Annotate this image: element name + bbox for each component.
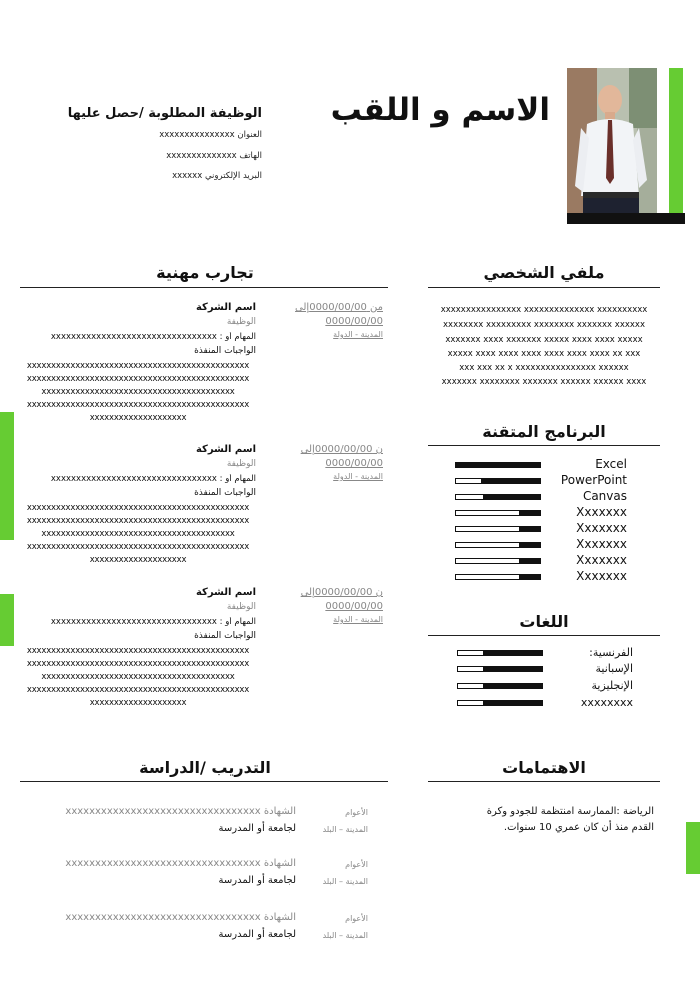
section-rule-profile (428, 287, 660, 288)
software-level-fill (519, 543, 540, 547)
experience-duty-line: xxxxxxxxxxxxxxxxxxxxxxxxxxxxxxxxxxxxxxxxxxxxxx (26, 659, 250, 669)
software-level-bar (455, 558, 541, 564)
language-level-fill (483, 667, 542, 671)
experience-duty-line: xxxxxxxxxxxxxxxxxxxxxxxxxxxxxxxxxxxxxxxxxxxxxx (26, 516, 250, 526)
software-level-bar (455, 510, 541, 516)
section-rule-education (20, 781, 388, 782)
experience-date-to: 0000/00/00 (325, 316, 383, 327)
section-title-languages: اللغات (519, 612, 569, 631)
profile-line: xxx xxx xx x xxxxxxxxxxxxxxxx xxxxxx (459, 363, 629, 373)
education-place: المدينة – البلد (322, 877, 368, 886)
software-level-fill (519, 511, 540, 515)
experience-duties-label: الواجبات المنفذة (194, 631, 256, 641)
language-label: الإنجليزية (591, 679, 633, 692)
accent-bar-left-2 (0, 594, 14, 646)
section-rule-interests (428, 781, 660, 782)
accent-bar-left-1 (0, 412, 14, 540)
section-rule-software (428, 445, 660, 446)
language-level-fill (483, 701, 542, 705)
profile-line: xxxxxxxx xxxxxxxxx xxxxxxxx xxxxxxx xxxxxx (443, 320, 645, 330)
photo-underline-bar (567, 213, 685, 224)
software-level-fill (519, 575, 540, 579)
experience-duty-line: xxxxxxxxxxxxxxxxxxxx (89, 555, 187, 565)
language-label: xxxxxxxx (580, 696, 633, 709)
accent-bar-right-bottom (686, 822, 700, 874)
experience-duty-line: xxxxxxxxxxxxxxxxxxxx (89, 413, 187, 423)
language-label: الفرنسية: (589, 646, 633, 659)
education-years: الأعوام (345, 914, 368, 923)
education-place: المدينة – البلد (322, 825, 368, 834)
language-level-bar (457, 700, 543, 706)
software-label: Xxxxxxx (576, 553, 627, 567)
experience-date-from: من 0000/00/00إلى (295, 302, 383, 313)
section-title-experience: تجارب مهنية (156, 263, 254, 282)
experience-job: الوظيفة (226, 459, 256, 469)
software-label: Xxxxxxx (576, 521, 627, 535)
contact-phone-label: الهاتف (239, 151, 262, 161)
profile-line: xxxxxxx xxxxxxxx xxxxxxx xxxxxx xxxxxx xxxx (441, 377, 647, 387)
education-years: الأعوام (345, 860, 368, 869)
accent-bar-photo (669, 68, 683, 224)
experience-duty-line: xxxxxxxxxxxxxxxxxxxxxxxxxxxxxxxxxxxxxxxxxxxxxx (26, 646, 250, 656)
section-title-interests: الاهتمامات (502, 758, 586, 777)
software-label: Xxxxxxx (576, 569, 627, 583)
experience-duty-line: xxxxxxxxxxxxxxxxxxxxxxxxxxxxxxxxxxxxxxxx (41, 387, 235, 397)
software-level-bar (455, 478, 541, 484)
language-level-fill (483, 684, 542, 688)
section-rule-languages (428, 635, 660, 636)
software-level-bar (455, 526, 541, 532)
contact-email-value: xxxxxx (172, 171, 203, 181)
profile-line: xxxxxxx xxxx xxxxxxx xxxxx xxxx xxxx xxxxx (445, 335, 643, 345)
experience-duty-line: xxxxxxxxxxxxxxxxxxxxxxxxxxxxxxxxxxxxxxxxxxxxxx (26, 542, 250, 552)
interest-line: القدم منذ أن كان عمري 10 سنوات. (503, 822, 654, 833)
education-degree: xxxxxxxxxxxxxxxxxxxxxxxxxxxxxxxxx الشهادة (65, 912, 296, 923)
experience-duty-line: xxxxxxxxxxxxxxxxxxxxxxxxxxxxxxxxxxxxxxxx (41, 529, 235, 539)
candidate-name: الاسم و اللقب (330, 92, 550, 128)
language-level-bar (457, 683, 543, 689)
profile-line: xxxxxxxxxxxxxxxx xxxxxxxxxxxxxx xxxxxxxxxx (440, 305, 648, 315)
education-degree: xxxxxxxxxxxxxxxxxxxxxxxxxxxxxxxxx الشهادة (65, 806, 296, 817)
contact-address-label: العنوان (237, 130, 262, 140)
section-rule-experience (20, 287, 388, 288)
software-level-fill (483, 495, 540, 499)
experience-place: المدينة - الدولة (333, 330, 383, 339)
education-school: لجامعة أو المدرسة (218, 823, 296, 834)
software-level-fill (456, 463, 540, 467)
contact-address (0, 130, 262, 140)
experience-company: اسم الشركة (195, 302, 256, 313)
software-label: PowerPoint (560, 473, 627, 487)
software-label: Xxxxxxx (576, 537, 627, 551)
profile-photo (567, 68, 657, 224)
profile-photo-illustration (567, 68, 657, 224)
language-level-bar (457, 666, 543, 672)
experience-date-to: 0000/00/00 (325, 458, 383, 469)
education-years: الأعوام (345, 808, 368, 817)
software-level-bar (455, 494, 541, 500)
software-level-fill (481, 479, 540, 483)
experience-duty-line: xxxxxxxxxxxxxxxxxxxxxxxxxxxxxxxxxxxxxxxxxxxxxx (26, 374, 250, 384)
experience-company: اسم الشركة (195, 444, 256, 455)
experience-duties-label: الواجبات المنفذة (194, 346, 256, 356)
experience-duty-line: xxxxxxxxxxxxxxxxxxxxxxxxxxxxxxxxxxxxxxxx (41, 672, 235, 682)
education-school: لجامعة أو المدرسة (218, 929, 296, 940)
software-label: Xxxxxxx (576, 505, 627, 519)
contact-email (0, 171, 262, 181)
software-level-bar (455, 542, 541, 548)
experience-date-from: ن 0000/00/00إلى (300, 587, 383, 598)
experience-date-to: 0000/00/00 (325, 601, 383, 612)
language-label: الإسبانية (595, 662, 633, 675)
experience-place: المدينة - الدولة (333, 472, 383, 481)
section-title-software: البرنامج المتقنة (482, 422, 606, 441)
software-level-bar (455, 574, 541, 580)
experience-duty-line: xxxxxxxxxxxxxxxxxxxxxxxxxxxxxxxxxxxxxxxxxxxxxx (26, 400, 250, 410)
experience-date-from: ن 0000/00/00إلى (300, 444, 383, 455)
experience-duties-label: الواجبات المنفذة (194, 488, 256, 498)
experience-duty-line: xxxxxxxxxxxxxxxxxxxxxxxxxxxxxxxxxxxxxxxxxxxxxx (26, 685, 250, 695)
experience-duty-line: xxxxxxxxxxxxxxxxxxxx (89, 698, 187, 708)
experience-tasks: xxxxxxxxxxxxxxxxxxxxxxxxxxxxxxxxx : المهام أو (50, 617, 256, 627)
education-place: المدينة – البلد (322, 931, 368, 940)
interest-line: الرياضة :الممارسة امنتظمة للجودو وكرة (486, 806, 654, 817)
software-label: Excel (595, 457, 627, 471)
language-level-bar (457, 650, 543, 656)
experience-place: المدينة - الدولة (333, 615, 383, 624)
section-title-education: التدريب /الدراسة (139, 758, 271, 777)
software-label: Canvas (582, 489, 627, 503)
contact-email-label: البريد الإلكتروني (204, 171, 262, 181)
contact-address-value: xxxxxxxxxxxxxxx (159, 130, 235, 140)
software-level-bar (455, 462, 541, 468)
language-level-fill (483, 651, 542, 655)
experience-job: الوظيفة (226, 602, 256, 612)
education-degree: xxxxxxxxxxxxxxxxxxxxxxxxxxxxxxxxx الشهادة (65, 858, 296, 869)
education-school: لجامعة أو المدرسة (218, 875, 296, 886)
experience-duty-line: xxxxxxxxxxxxxxxxxxxxxxxxxxxxxxxxxxxxxxxxxxxxxx (26, 503, 250, 513)
experience-duty-line: xxxxxxxxxxxxxxxxxxxxxxxxxxxxxxxxxxxxxxxxxxxxxx (26, 361, 250, 371)
software-level-fill (519, 559, 540, 563)
job-title: الوظيفة المطلوبة /حصل عليها (67, 106, 262, 121)
profile-line: xxxxx xxxx xxxx xxxx xxxx xxxx xxxx xx xxx (447, 349, 641, 359)
contact-phone (0, 151, 262, 161)
contact-phone-value: xxxxxxxxxxxxxx (166, 151, 237, 161)
software-level-fill (519, 527, 540, 531)
experience-job: الوظيفة (226, 317, 256, 327)
experience-tasks: xxxxxxxxxxxxxxxxxxxxxxxxxxxxxxxxx : المهام أو (50, 474, 256, 484)
section-title-profile: ملفي الشخصي (483, 263, 605, 282)
experience-company: اسم الشركة (195, 587, 256, 598)
experience-tasks: xxxxxxxxxxxxxxxxxxxxxxxxxxxxxxxxx : المهام أو (50, 332, 256, 342)
